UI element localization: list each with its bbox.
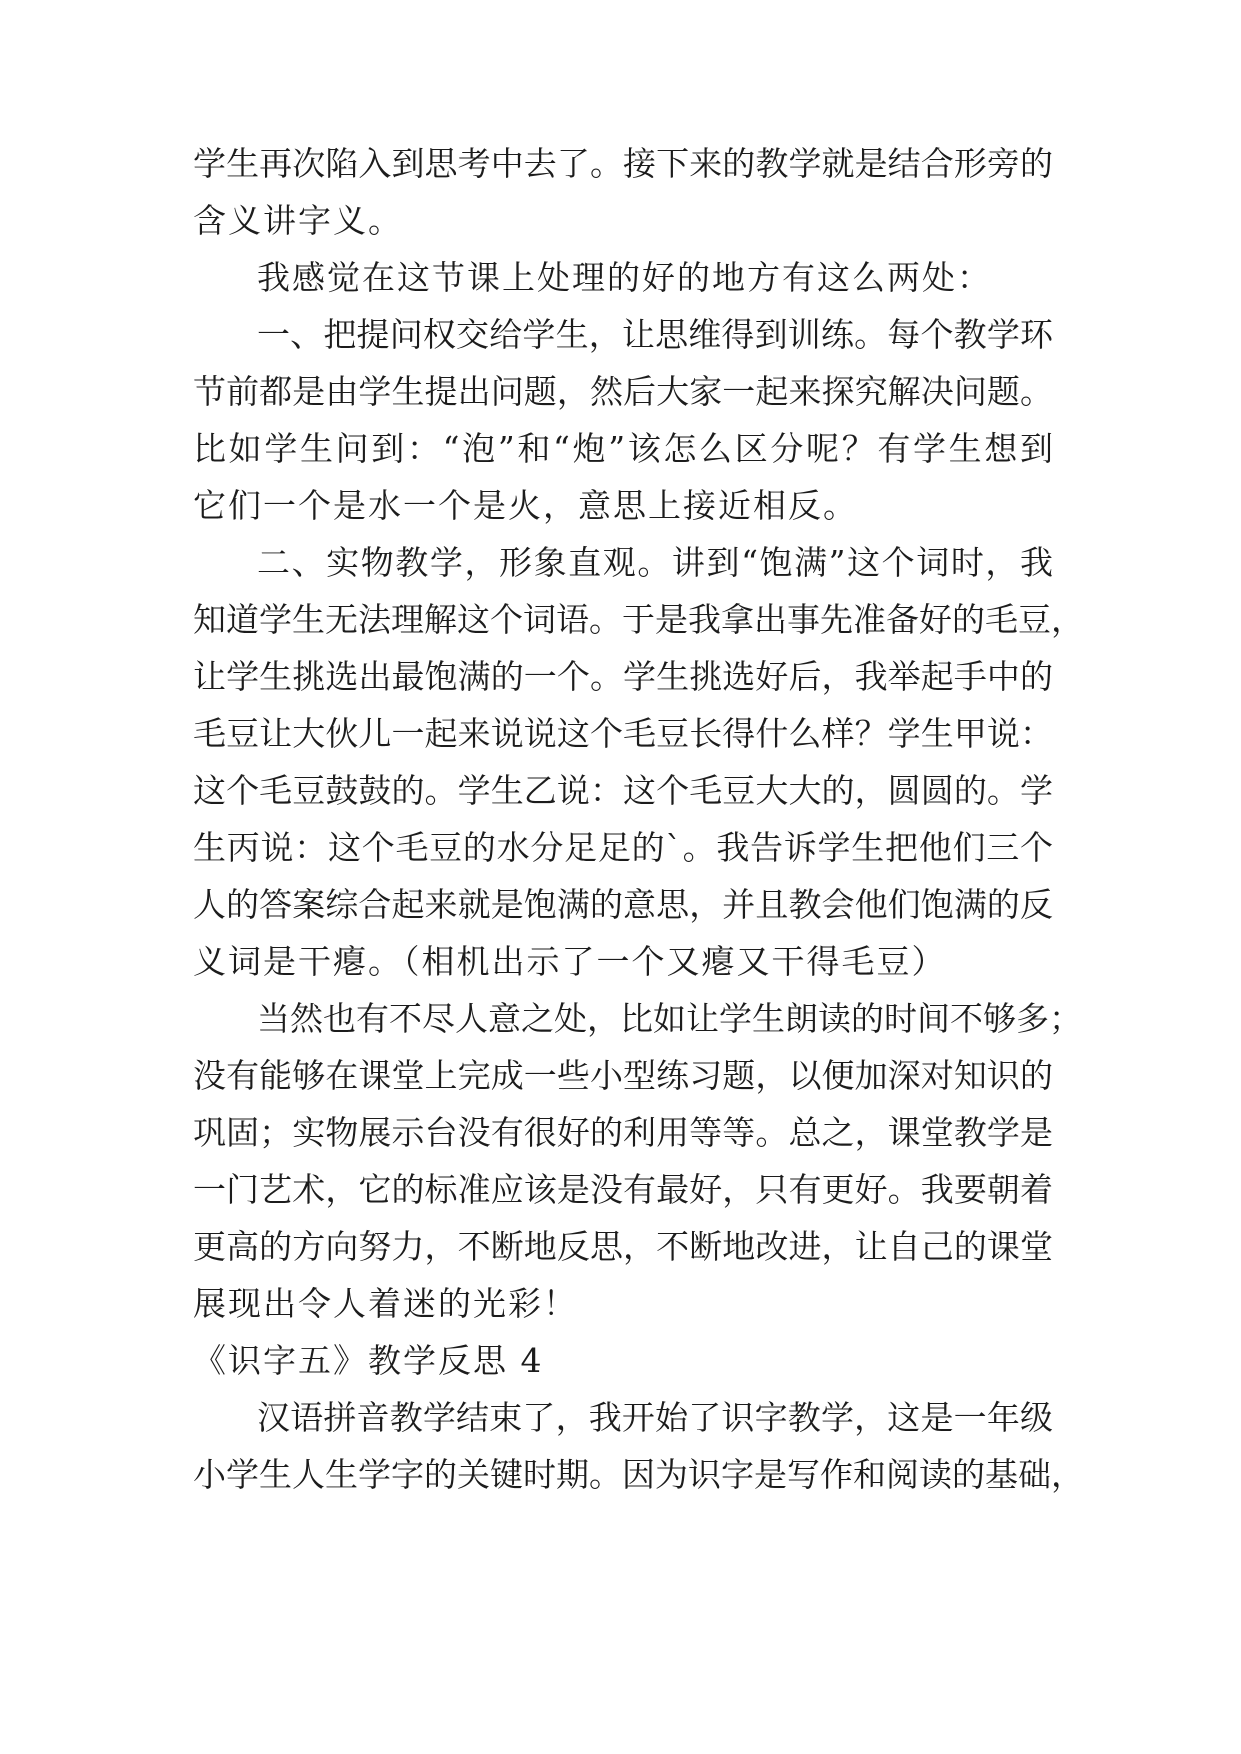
paragraph-line: 更高的方向努力，不断地反思，不断地改进，让自己的课堂 <box>193 1227 1053 1266</box>
paragraph-line: 学生再次陷入到思考中去了。接下来的教学就是结合形旁的 <box>193 144 1053 183</box>
paragraph-line: 让学生挑选出最饱满的一个。学生挑选好后，我举起手中的 <box>193 657 1053 696</box>
paragraph-line: 这个毛豆鼓鼓的。学生乙说：这个毛豆大大的，圆圆的。学 <box>193 771 1053 810</box>
paragraph-line: 没有能够在课堂上完成一些小型练习题，以便加深对知识的 <box>193 1056 1053 1095</box>
paragraph-line: 一门艺术，它的标准应该是没有最好，只有更好。我要朝着 <box>193 1170 1053 1209</box>
paragraph-line: 义词是干瘪。（相机出示了一个又瘪又干得毛豆） <box>193 942 947 981</box>
paragraph-line: 它们一个是水一个是火，意思上接近相反。 <box>193 486 858 525</box>
paragraph-line: 当然也有不尽人意之处，比如让学生朗读的时间不够多； <box>257 999 1082 1038</box>
paragraph-line: 生丙说：这个毛豆的水分足足的`。我告诉学生把他们三个 <box>193 828 1053 867</box>
paragraph-line: 一、把提问权交给学生，让思维得到训练。每个教学环 <box>257 315 1053 354</box>
paragraph-line: 巩固；实物展示台没有很好的利用等等。总之，课堂教学是 <box>193 1113 1053 1152</box>
paragraph-line: 二、实物教学，形象直观。讲到“饱满”这个词时，我 <box>257 543 1053 582</box>
paragraph-line: 我感觉在这节课上处理的好的地方有这么两处： <box>257 258 992 297</box>
section-heading: 《识字五》教学反思 4 <box>193 1341 544 1380</box>
paragraph-line: 展现出令人着迷的光彩！ <box>193 1284 578 1323</box>
paragraph-line: 汉语拼音教学结束了，我开始了识字教学，这是一年级 <box>257 1398 1053 1437</box>
paragraph-line: 含义讲字义。 <box>193 201 403 240</box>
paragraph-line: 知道学生无法理解这个词语。于是我拿出事先准备好的毛豆， <box>193 600 1084 639</box>
paragraph-line: 小学生人生学字的关键时期。因为识字是写作和阅读的基础， <box>193 1455 1084 1494</box>
paragraph-line: 节前都是由学生提出问题，然后大家一起来探究解决问题。 <box>193 372 1053 411</box>
paragraph-line: 毛豆让大伙儿一起来说说这个毛豆长得什么样？学生甲说： <box>193 714 1053 753</box>
paragraph-line: 人的答案综合起来就是饱满的意思，并且教会他们饱满的反 <box>193 885 1053 924</box>
paragraph-line: 比如学生问到：“泡”和“炮”该怎么区分呢？有学生想到 <box>193 429 1053 468</box>
